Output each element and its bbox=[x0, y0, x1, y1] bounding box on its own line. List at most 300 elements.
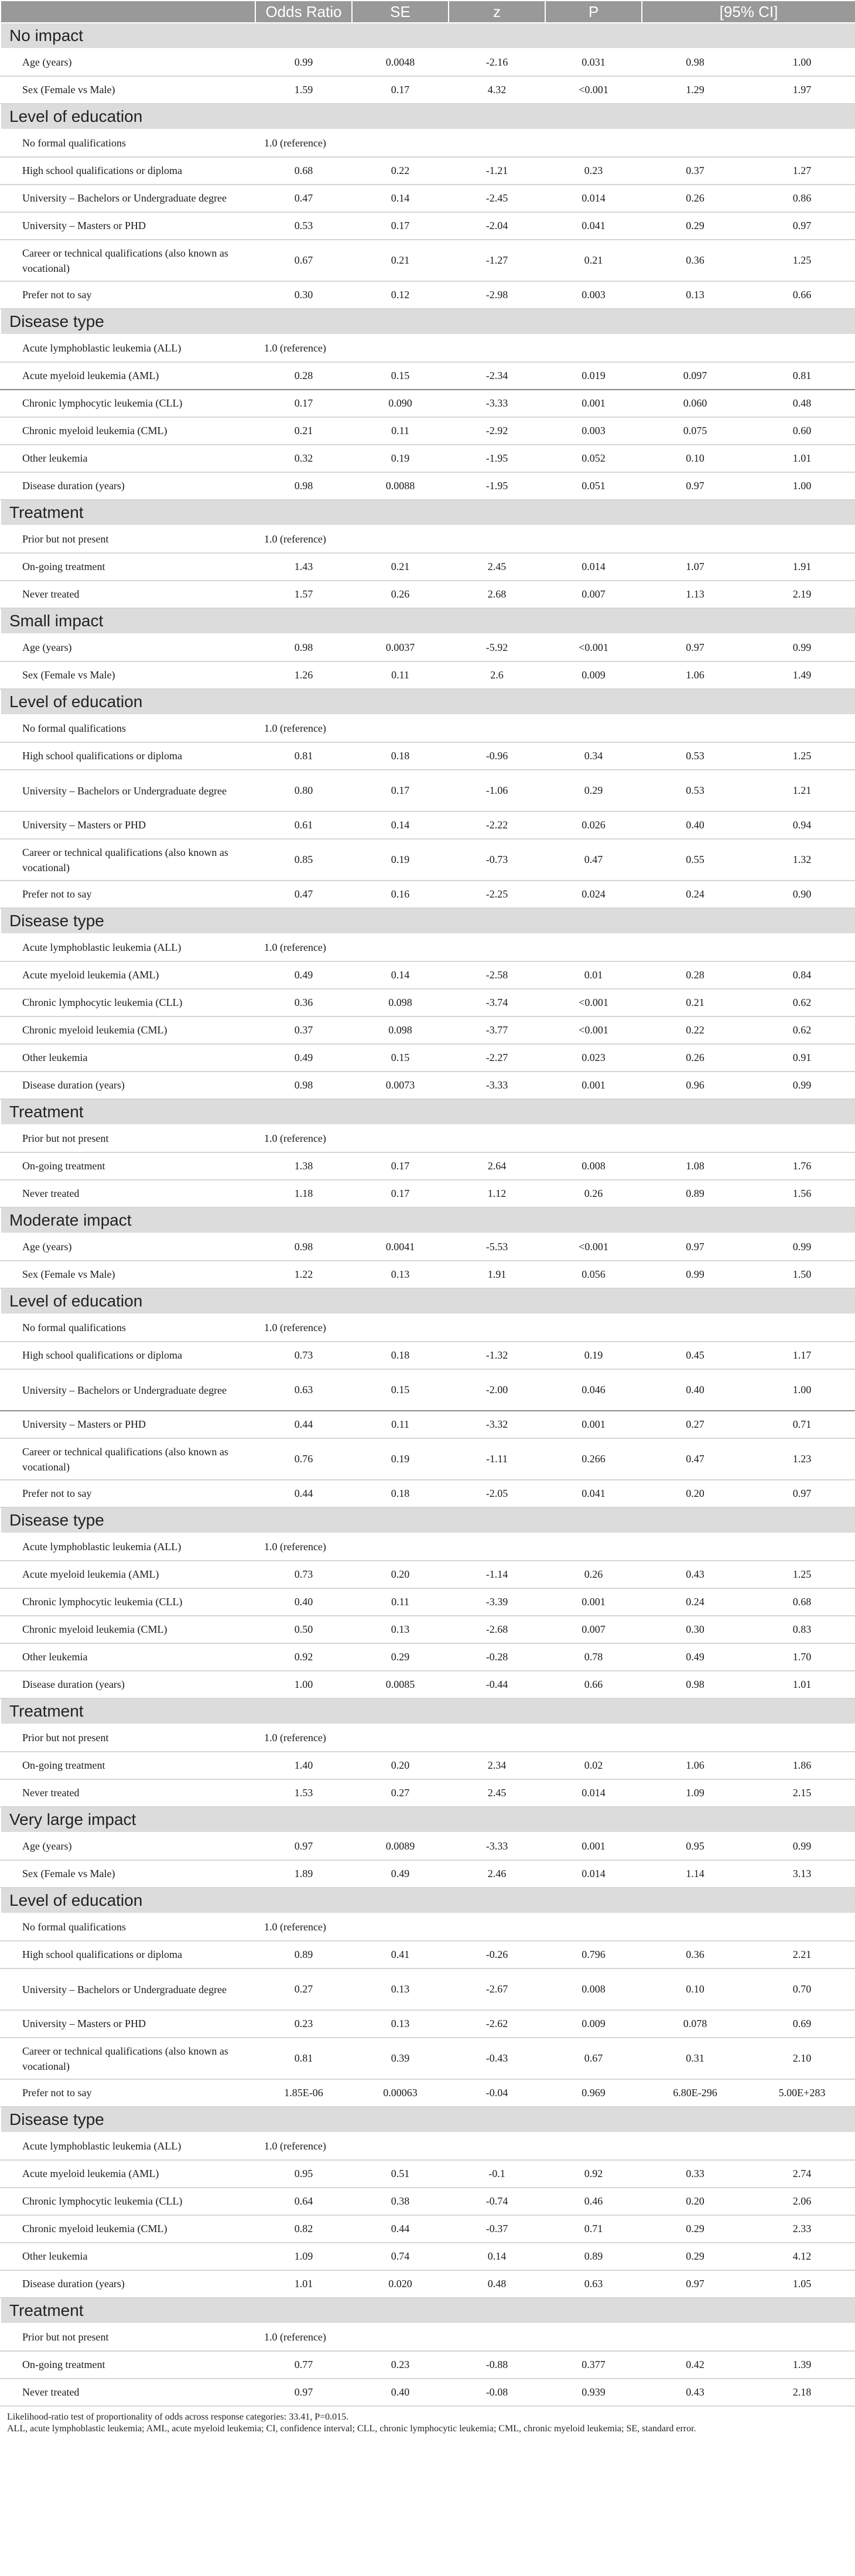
ci-lower-cell: 0.33 bbox=[642, 2160, 748, 2188]
table-row bbox=[1, 526, 855, 553]
ci-lower-cell: 0.42 bbox=[642, 2351, 748, 2379]
ci-lower-cell: 0.10 bbox=[642, 1968, 748, 2010]
ci-lower-cell: 1.06 bbox=[642, 1752, 748, 1779]
ci-lower-cell: 0.89 bbox=[642, 1180, 748, 1207]
p-cell: 0.26 bbox=[545, 1180, 642, 1207]
table-row bbox=[1, 1561, 855, 1588]
ci-upper-cell: 0.48 bbox=[748, 390, 855, 417]
odds-ratio-cell: 0.17 bbox=[255, 390, 352, 417]
ci-upper-cell: 1.91 bbox=[748, 553, 855, 581]
se-cell: 0.11 bbox=[352, 1411, 449, 1438]
ci-lower-cell: 0.24 bbox=[642, 1588, 748, 1616]
ci-upper-cell: 1.56 bbox=[748, 1180, 855, 1207]
row-label: Chronic myeloid leukemia (CML) bbox=[1, 1016, 255, 1044]
p-cell: 0.89 bbox=[545, 2243, 642, 2270]
section-title: Level of education bbox=[1, 104, 855, 129]
z-cell: -3.74 bbox=[449, 989, 545, 1016]
row-label: Prior but not present bbox=[1, 1724, 255, 1752]
section-title: Level of education bbox=[1, 1288, 855, 1314]
z-cell: -1.95 bbox=[449, 472, 545, 500]
odds-ratio-cell: 0.98 bbox=[255, 1072, 352, 1099]
p-cell: 0.051 bbox=[545, 472, 642, 500]
z-cell: -2.62 bbox=[449, 2010, 545, 2038]
z-cell: -2.92 bbox=[449, 417, 545, 445]
header-p: P bbox=[545, 1, 642, 23]
table-row bbox=[1, 1833, 855, 1860]
ci-lower-cell: 6.80E-296 bbox=[642, 2079, 748, 2107]
se-cell: 0.22 bbox=[352, 157, 449, 185]
table-row bbox=[1, 49, 855, 76]
se-cell: 0.15 bbox=[352, 1369, 449, 1411]
ci-upper-cell: 1.21 bbox=[748, 770, 855, 811]
row-label: Prior but not present bbox=[1, 1125, 255, 1152]
odds-ratio-cell: 1.38 bbox=[255, 1152, 352, 1180]
row-label: On-going treatment bbox=[1, 2351, 255, 2379]
se-cell: 0.15 bbox=[352, 362, 449, 390]
z-cell: -2.16 bbox=[449, 49, 545, 76]
table-row bbox=[1, 1072, 855, 1099]
ci-upper-cell: 3.13 bbox=[748, 1860, 855, 1888]
section-title: Small impact bbox=[1, 608, 855, 634]
row-label: Acute lymphoblastic leukemia (ALL) bbox=[1, 2133, 255, 2160]
section-title: Level of education bbox=[1, 1888, 855, 1913]
odds-ratio-cell: 0.27 bbox=[255, 1968, 352, 2010]
odds-ratio-cell: 0.89 bbox=[255, 1941, 352, 1968]
se-cell: 0.19 bbox=[352, 445, 449, 472]
section-header bbox=[1, 23, 855, 49]
se-cell: 0.49 bbox=[352, 1860, 449, 1888]
se-cell: 0.00063 bbox=[352, 2079, 449, 2107]
ci-lower-cell: 0.43 bbox=[642, 2379, 748, 2406]
z-cell: 2.68 bbox=[449, 581, 545, 608]
z-cell: -0.73 bbox=[449, 839, 545, 881]
ci-lower-cell: 0.97 bbox=[642, 2270, 748, 2298]
section-title: Disease type bbox=[1, 2107, 855, 2133]
p-cell: 0.014 bbox=[545, 1860, 642, 1888]
footnote-lr-test: Likelihood-ratio test of proportionality of odds across response categories: 33.41, P=0.015. bbox=[7, 2412, 349, 2422]
z-cell: 0.48 bbox=[449, 2270, 545, 2298]
table-row bbox=[1, 961, 855, 989]
table-row bbox=[1, 661, 855, 689]
table-row bbox=[1, 1152, 855, 1180]
se-cell: 0.13 bbox=[352, 1616, 449, 1643]
odds-ratio-cell: 0.73 bbox=[255, 1561, 352, 1588]
z-cell: -2.22 bbox=[449, 811, 545, 839]
z-cell: -0.43 bbox=[449, 2038, 545, 2079]
ci-upper-cell: 1.00 bbox=[748, 49, 855, 76]
reference-value: 1.0 (reference) bbox=[255, 1125, 855, 1152]
odds-ratio-cell: 0.21 bbox=[255, 417, 352, 445]
row-label: Prefer not to say bbox=[1, 281, 255, 309]
z-cell: -0.28 bbox=[449, 1643, 545, 1671]
z-cell: -5.53 bbox=[449, 1233, 545, 1261]
odds-ratio-cell: 0.32 bbox=[255, 445, 352, 472]
row-label: Prior but not present bbox=[1, 526, 255, 553]
table-row bbox=[1, 1044, 855, 1072]
row-label: Prefer not to say bbox=[1, 1480, 255, 1507]
ci-upper-cell: 0.94 bbox=[748, 811, 855, 839]
se-cell: 0.0085 bbox=[352, 1671, 449, 1698]
table-row bbox=[1, 2215, 855, 2243]
z-cell: 2.64 bbox=[449, 1152, 545, 1180]
z-cell: -1.21 bbox=[449, 157, 545, 185]
p-cell: 0.007 bbox=[545, 581, 642, 608]
row-label: University – Bachelors or Undergraduate degree bbox=[1, 185, 255, 212]
table-row bbox=[1, 839, 855, 881]
table-row bbox=[1, 1643, 855, 1671]
section-header bbox=[1, 1807, 855, 1833]
z-cell: -0.44 bbox=[449, 1671, 545, 1698]
se-cell: 0.16 bbox=[352, 881, 449, 908]
table-row bbox=[1, 185, 855, 212]
ci-lower-cell: 1.14 bbox=[642, 1860, 748, 1888]
table-row bbox=[1, 212, 855, 240]
row-label: Acute myeloid leukemia (AML) bbox=[1, 961, 255, 989]
z-cell: 2.45 bbox=[449, 1779, 545, 1807]
row-label: Prefer not to say bbox=[1, 2079, 255, 2107]
ci-lower-cell: 0.20 bbox=[642, 2188, 748, 2215]
row-label: Chronic myeloid leukemia (CML) bbox=[1, 417, 255, 445]
odds-ratio-cell: 0.68 bbox=[255, 157, 352, 185]
p-cell: 0.26 bbox=[545, 1561, 642, 1588]
p-cell: 0.78 bbox=[545, 1643, 642, 1671]
ci-lower-cell: 0.36 bbox=[642, 1941, 748, 1968]
table-row bbox=[1, 445, 855, 472]
section-header bbox=[1, 608, 855, 634]
row-label: University – Bachelors or Undergraduate degree bbox=[1, 1968, 255, 2010]
ci-upper-cell: 0.62 bbox=[748, 989, 855, 1016]
z-cell: 1.91 bbox=[449, 1261, 545, 1288]
z-cell: 2.34 bbox=[449, 1752, 545, 1779]
section-title: Very large impact bbox=[1, 1807, 855, 1833]
z-cell: 1.12 bbox=[449, 1180, 545, 1207]
row-label: Sex (Female vs Male) bbox=[1, 1261, 255, 1288]
header-se: SE bbox=[352, 1, 449, 23]
ci-upper-cell: 0.97 bbox=[748, 1480, 855, 1507]
ci-lower-cell: 0.29 bbox=[642, 2215, 748, 2243]
z-cell: -2.00 bbox=[449, 1369, 545, 1411]
odds-ratio-cell: 0.82 bbox=[255, 2215, 352, 2243]
se-cell: 0.19 bbox=[352, 839, 449, 881]
ci-upper-cell: 0.99 bbox=[748, 1233, 855, 1261]
section-header bbox=[1, 2298, 855, 2323]
table-row bbox=[1, 1860, 855, 1888]
row-label: Acute myeloid leukemia (AML) bbox=[1, 362, 255, 390]
ci-lower-cell: 0.28 bbox=[642, 961, 748, 989]
odds-ratio-cell: 0.67 bbox=[255, 240, 352, 281]
p-cell: 0.47 bbox=[545, 839, 642, 881]
z-cell: -0.96 bbox=[449, 742, 545, 770]
table-row bbox=[1, 1016, 855, 1044]
ci-upper-cell: 2.74 bbox=[748, 2160, 855, 2188]
ci-upper-cell: 2.33 bbox=[748, 2215, 855, 2243]
odds-ratio-cell: 0.81 bbox=[255, 2038, 352, 2079]
p-cell: 0.041 bbox=[545, 212, 642, 240]
section-title: Disease type bbox=[1, 908, 855, 934]
se-cell: 0.40 bbox=[352, 2379, 449, 2406]
odds-ratio-cell: 0.61 bbox=[255, 811, 352, 839]
ci-lower-cell: 0.55 bbox=[642, 839, 748, 881]
se-cell: 0.18 bbox=[352, 1480, 449, 1507]
table-row bbox=[1, 2351, 855, 2379]
ci-upper-cell: 1.97 bbox=[748, 76, 855, 104]
table-row bbox=[1, 2079, 855, 2107]
ci-lower-cell: 0.24 bbox=[642, 881, 748, 908]
table-row bbox=[1, 742, 855, 770]
p-cell: 0.001 bbox=[545, 390, 642, 417]
table-footnotes bbox=[0, 2407, 855, 2435]
ci-upper-cell: 0.69 bbox=[748, 2010, 855, 2038]
ci-lower-cell: 1.06 bbox=[642, 661, 748, 689]
odds-ratio-cell: 0.50 bbox=[255, 1616, 352, 1643]
section-header bbox=[1, 1099, 855, 1125]
ci-upper-cell: 2.19 bbox=[748, 581, 855, 608]
ci-upper-cell: 0.99 bbox=[748, 1072, 855, 1099]
row-label: Disease duration (years) bbox=[1, 1671, 255, 1698]
ci-upper-cell: 0.99 bbox=[748, 1833, 855, 1860]
odds-ratio-cell: 0.37 bbox=[255, 1016, 352, 1044]
se-cell: 0.51 bbox=[352, 2160, 449, 2188]
p-cell: <0.001 bbox=[545, 1016, 642, 1044]
z-cell: -2.05 bbox=[449, 1480, 545, 1507]
odds-ratio-cell: 0.47 bbox=[255, 185, 352, 212]
odds-ratio-cell: 1.85E-06 bbox=[255, 2079, 352, 2107]
section-title: Treatment bbox=[1, 1099, 855, 1125]
p-cell: 0.92 bbox=[545, 2160, 642, 2188]
se-cell: 0.0088 bbox=[352, 472, 449, 500]
z-cell: -1.27 bbox=[449, 240, 545, 281]
row-label: Never treated bbox=[1, 2379, 255, 2406]
p-cell: 0.66 bbox=[545, 1671, 642, 1698]
section-title: Treatment bbox=[1, 500, 855, 526]
row-label: University – Masters or PHD bbox=[1, 212, 255, 240]
row-label: Career or technical qualifications (also known as vocational) bbox=[1, 240, 255, 281]
z-cell: -3.39 bbox=[449, 1588, 545, 1616]
table-row bbox=[1, 553, 855, 581]
ci-upper-cell: 2.15 bbox=[748, 1779, 855, 1807]
z-cell: -1.14 bbox=[449, 1561, 545, 1588]
row-label: Other leukemia bbox=[1, 2243, 255, 2270]
odds-ratio-cell: 1.59 bbox=[255, 76, 352, 104]
row-label: Acute lymphoblastic leukemia (ALL) bbox=[1, 934, 255, 961]
section-header bbox=[1, 1888, 855, 1913]
odds-ratio-cell: 0.53 bbox=[255, 212, 352, 240]
section-title: Moderate impact bbox=[1, 1207, 855, 1233]
z-cell: -3.32 bbox=[449, 1411, 545, 1438]
ci-lower-cell: 0.097 bbox=[642, 362, 748, 390]
row-label: Disease duration (years) bbox=[1, 472, 255, 500]
ci-upper-cell: 1.00 bbox=[748, 1369, 855, 1411]
ci-lower-cell: 0.22 bbox=[642, 1016, 748, 1044]
row-label: Chronic myeloid leukemia (CML) bbox=[1, 2215, 255, 2243]
table-row bbox=[1, 1180, 855, 1207]
se-cell: 0.38 bbox=[352, 2188, 449, 2215]
row-label: Acute lymphoblastic leukemia (ALL) bbox=[1, 335, 255, 362]
row-label: Age (years) bbox=[1, 1233, 255, 1261]
table-row bbox=[1, 362, 855, 390]
se-cell: 0.098 bbox=[352, 989, 449, 1016]
reference-value: 1.0 (reference) bbox=[255, 1533, 855, 1561]
table-row bbox=[1, 934, 855, 961]
p-cell: 0.014 bbox=[545, 1779, 642, 1807]
odds-ratio-cell: 1.26 bbox=[255, 661, 352, 689]
odds-ratio-cell: 0.36 bbox=[255, 989, 352, 1016]
se-cell: 0.0048 bbox=[352, 49, 449, 76]
p-cell: 0.023 bbox=[545, 1044, 642, 1072]
z-cell: -0.04 bbox=[449, 2079, 545, 2107]
section-title: Treatment bbox=[1, 2298, 855, 2323]
p-cell: 0.008 bbox=[545, 1152, 642, 1180]
se-cell: 0.020 bbox=[352, 2270, 449, 2298]
odds-ratio-cell: 0.80 bbox=[255, 770, 352, 811]
table-row bbox=[1, 335, 855, 362]
z-cell: -2.98 bbox=[449, 281, 545, 309]
z-cell: -1.06 bbox=[449, 770, 545, 811]
odds-ratio-cell: 1.40 bbox=[255, 1752, 352, 1779]
odds-ratio-cell: 0.63 bbox=[255, 1369, 352, 1411]
ci-upper-cell: 2.10 bbox=[748, 2038, 855, 2079]
section-header bbox=[1, 1207, 855, 1233]
row-label: Disease duration (years) bbox=[1, 2270, 255, 2298]
se-cell: 0.0073 bbox=[352, 1072, 449, 1099]
table-row bbox=[1, 1616, 855, 1643]
z-cell: -2.67 bbox=[449, 1968, 545, 2010]
odds-ratio-cell: 1.22 bbox=[255, 1261, 352, 1288]
ci-lower-cell: 1.09 bbox=[642, 1779, 748, 1807]
row-label: Chronic lymphocytic leukemia (CLL) bbox=[1, 989, 255, 1016]
odds-ratio-cell: 0.99 bbox=[255, 49, 352, 76]
se-cell: 0.14 bbox=[352, 811, 449, 839]
ci-upper-cell: 4.12 bbox=[748, 2243, 855, 2270]
p-cell: 0.377 bbox=[545, 2351, 642, 2379]
footnote-abbreviations: ALL, acute lymphoblastic leukemia; AML, acute myeloid leukemia; CI, confidence interval; CLL, chronic lymphocytic leukemia; CML, chronic myeloid leukemia; SE, standard error. bbox=[7, 2424, 696, 2434]
odds-ratio-cell: 0.44 bbox=[255, 1411, 352, 1438]
header-ci: [95% CI] bbox=[642, 1, 855, 23]
ci-upper-cell: 2.06 bbox=[748, 2188, 855, 2215]
reference-value: 1.0 (reference) bbox=[255, 2323, 855, 2351]
p-cell: 0.266 bbox=[545, 1438, 642, 1480]
z-cell: -5.92 bbox=[449, 634, 545, 661]
row-label: Other leukemia bbox=[1, 1643, 255, 1671]
ci-lower-cell: 1.13 bbox=[642, 581, 748, 608]
ci-lower-cell: 0.37 bbox=[642, 157, 748, 185]
ci-upper-cell: 2.18 bbox=[748, 2379, 855, 2406]
z-cell: -2.34 bbox=[449, 362, 545, 390]
p-cell: 0.796 bbox=[545, 1941, 642, 1968]
table-row bbox=[1, 1314, 855, 1342]
row-label: No formal qualifications bbox=[1, 129, 255, 157]
ci-upper-cell: 1.39 bbox=[748, 2351, 855, 2379]
odds-ratio-cell: 1.57 bbox=[255, 581, 352, 608]
p-cell: 0.003 bbox=[545, 281, 642, 309]
z-cell: 0.14 bbox=[449, 2243, 545, 2270]
row-label: No formal qualifications bbox=[1, 1314, 255, 1342]
ci-upper-cell: 1.25 bbox=[748, 1561, 855, 1588]
odds-ratio-cell: 0.98 bbox=[255, 1233, 352, 1261]
section-header bbox=[1, 908, 855, 934]
ci-upper-cell: 1.17 bbox=[748, 1342, 855, 1369]
row-label: Age (years) bbox=[1, 634, 255, 661]
ci-upper-cell: 0.81 bbox=[748, 362, 855, 390]
table-row bbox=[1, 581, 855, 608]
odds-ratio-cell: 0.49 bbox=[255, 1044, 352, 1072]
row-label: Chronic lymphocytic leukemia (CLL) bbox=[1, 2188, 255, 2215]
p-cell: <0.001 bbox=[545, 1233, 642, 1261]
ci-lower-cell: 0.99 bbox=[642, 1261, 748, 1288]
ci-upper-cell: 0.66 bbox=[748, 281, 855, 309]
z-cell: -1.95 bbox=[449, 445, 545, 472]
table-row bbox=[1, 157, 855, 185]
ci-lower-cell: 0.96 bbox=[642, 1072, 748, 1099]
se-cell: 0.26 bbox=[352, 581, 449, 608]
ci-lower-cell: 0.078 bbox=[642, 2010, 748, 2038]
p-cell: <0.001 bbox=[545, 989, 642, 1016]
table-row bbox=[1, 1752, 855, 1779]
row-label: No formal qualifications bbox=[1, 715, 255, 742]
reference-value: 1.0 (reference) bbox=[255, 1913, 855, 1941]
z-cell: 2.6 bbox=[449, 661, 545, 689]
reference-value: 1.0 (reference) bbox=[255, 715, 855, 742]
ci-upper-cell: 0.90 bbox=[748, 881, 855, 908]
z-cell: -2.27 bbox=[449, 1044, 545, 1072]
se-cell: 0.27 bbox=[352, 1779, 449, 1807]
z-cell: -0.74 bbox=[449, 2188, 545, 2215]
ci-lower-cell: 0.36 bbox=[642, 240, 748, 281]
se-cell: 0.0089 bbox=[352, 1833, 449, 1860]
ci-lower-cell: 0.53 bbox=[642, 742, 748, 770]
table-row bbox=[1, 2243, 855, 2270]
odds-ratio-cell: 0.95 bbox=[255, 2160, 352, 2188]
p-cell: 0.01 bbox=[545, 961, 642, 989]
ci-lower-cell: 0.97 bbox=[642, 634, 748, 661]
row-label: High school qualifications or diploma bbox=[1, 157, 255, 185]
odds-ratio-cell: 0.85 bbox=[255, 839, 352, 881]
p-cell: 0.056 bbox=[545, 1261, 642, 1288]
p-cell: 0.014 bbox=[545, 185, 642, 212]
table-row bbox=[1, 390, 855, 417]
odds-ratio-cell: 0.73 bbox=[255, 1342, 352, 1369]
p-cell: 0.001 bbox=[545, 1072, 642, 1099]
se-cell: 0.17 bbox=[352, 212, 449, 240]
z-cell: -2.04 bbox=[449, 212, 545, 240]
row-label: Acute myeloid leukemia (AML) bbox=[1, 1561, 255, 1588]
p-cell: 0.008 bbox=[545, 1968, 642, 2010]
se-cell: 0.13 bbox=[352, 1968, 449, 2010]
row-label: Acute myeloid leukemia (AML) bbox=[1, 2160, 255, 2188]
p-cell: 0.02 bbox=[545, 1752, 642, 1779]
ci-lower-cell: 0.97 bbox=[642, 472, 748, 500]
section-header bbox=[1, 104, 855, 129]
ci-upper-cell: 0.60 bbox=[748, 417, 855, 445]
se-cell: 0.0037 bbox=[352, 634, 449, 661]
table-row bbox=[1, 240, 855, 281]
row-label: Sex (Female vs Male) bbox=[1, 76, 255, 104]
table-row bbox=[1, 1913, 855, 1941]
row-label: Chronic lymphocytic leukemia (CLL) bbox=[1, 1588, 255, 1616]
table-row bbox=[1, 281, 855, 309]
z-cell: 2.46 bbox=[449, 1860, 545, 1888]
z-cell: -3.33 bbox=[449, 1072, 545, 1099]
ci-upper-cell: 1.00 bbox=[748, 472, 855, 500]
p-cell: 0.46 bbox=[545, 2188, 642, 2215]
odds-ratio-cell: 1.43 bbox=[255, 553, 352, 581]
table-row bbox=[1, 989, 855, 1016]
row-label: Other leukemia bbox=[1, 1044, 255, 1072]
odds-ratio-cell: 0.28 bbox=[255, 362, 352, 390]
row-label: Never treated bbox=[1, 1180, 255, 1207]
ci-upper-cell: 0.99 bbox=[748, 634, 855, 661]
reference-value: 1.0 (reference) bbox=[255, 1724, 855, 1752]
